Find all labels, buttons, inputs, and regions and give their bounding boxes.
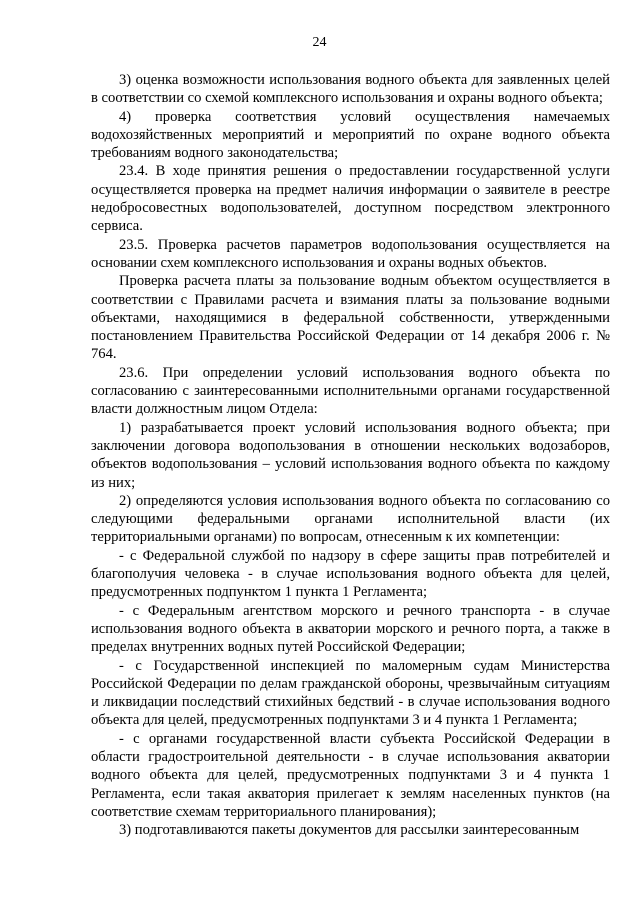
- paragraph-23-6: 23.6. При определении условий использования водного объекта по согласованию с заинтересованными исполнительными органами государственной власти должностным лицом Отдела:: [91, 364, 610, 418]
- paragraph-23-5: 23.5. Проверка расчетов параметров водопользования осуществляется на основании схем комплексного использования и охраны водных объектов.: [91, 236, 610, 271]
- paragraph-23-4: 23.4. В ходе принятия решения о предоставлении государственной услуги осуществляется проверка на предмет наличия информации о заявителе в реестре недобросовестных водопользователей, доступном посредством электронного сервиса.: [91, 163, 610, 235]
- paragraph-dash-maritime-transport: - с Федеральным агентством морского и речного транспорта - в случае использования водного объекта в акватории морского и речного порта, а также в пределах внутренних водных путей Российской Федерации;: [91, 602, 610, 656]
- paragraph-fee-calculation: Проверка расчета платы за пользование водным объектом осуществляется в соответствии с Правилами расчета и взимания платы за пользование водными объектами, находящимися в федеральной собственности, утвержденными постановлением Правительства Российской Федерации от 14 декабря 2006 г. № 764.: [91, 273, 610, 363]
- paragraph-sub-2-determination: 2) определяются условия использования водного объекта по согласованию со следующими федеральными органами исполнительной власти (их территориальными органами) по вопросам, отнесенным к их компетенции:: [91, 492, 610, 546]
- paragraph-dash-consumer-rights: - с Федеральной службой по надзору в сфере защиты прав потребителей и благополучия человека - в случае использования водного объекта для целей, предусмотренных подпунктом 1 пункта 1 Регламента;: [91, 547, 610, 601]
- paragraph-sub-3-document-packages: 3) подготавливаются пакеты документов для рассылки заинтересованным: [119, 822, 580, 839]
- paragraph-item-3-assessment: 3) оценка возможности использования водного объекта для заявленных целей в соответствии со схемой комплексного использования и охраны водного объекта;: [91, 72, 610, 107]
- paragraph-sub-1-draft-conditions: 1) разрабатывается проект условий использования водного объекта; при заключении договора водопользования в отношении нескольких водозаборов, объектов водопользования – условий использования водного объекта по каждому из них;: [91, 419, 610, 491]
- paragraph-dash-urban-planning: - с органами государственной власти субъекта Российской Федерации в области градостроительной деятельности - в случае использования акватории водного объекта для целей, предусмотренных подпунктами 3 и 4 пункта 1 Регламента, если такая акватория прилегает к землям населенных пунктов (на соответствие схемам территориального планирования);: [91, 730, 610, 820]
- page-number: 24: [312, 35, 327, 50]
- document-body: [91, 71, 610, 839]
- paragraph-item-4-verification: 4) проверка соответствия условий осуществления намечаемых водохозяйственных мероприятий и мероприятий по охране водного объекта требованиям водного законодательства;: [91, 108, 610, 162]
- paragraph-dash-small-vessels: - с Государственной инспекцией по маломерным судам Министерства Российской Федерации по делам гражданской обороны, чрезвычайным ситуациям и ликвидации последствий стихийных бедствий - в случае использования водного объекта для целей, предусмотренных подпунктами 3 и 4 пункта 1 Регламента;: [91, 657, 610, 729]
